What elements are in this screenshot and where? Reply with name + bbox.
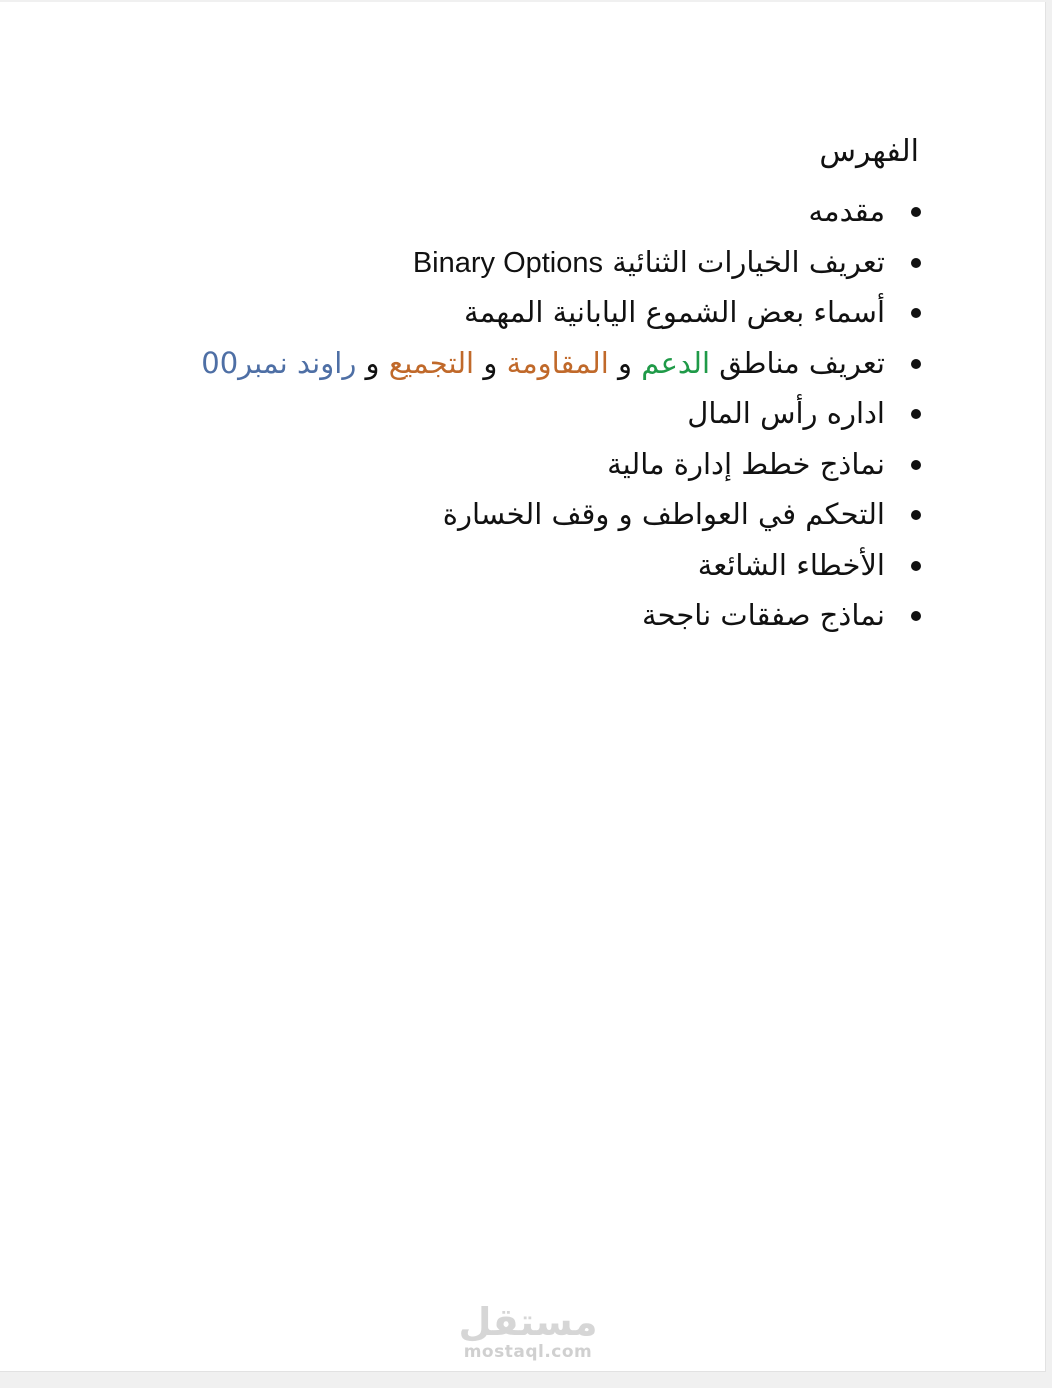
bullet-icon [911, 510, 921, 520]
toc-item-text: نماذج خطط إدارة مالية [607, 446, 885, 481]
toc-list [201, 186, 923, 641]
toc-item-resistance: المقاومة [506, 345, 609, 380]
toc-item-round-number: راوند نمبر00 [201, 345, 357, 380]
document-page [0, 2, 1046, 1372]
toc-item-prefix: تعريف مناطق [719, 345, 885, 380]
toc-item-introduction [201, 186, 923, 237]
watermark-url: mostaql.com [463, 1342, 593, 1362]
toc-item-binary-options [201, 237, 923, 288]
watermark [458, 1302, 598, 1362]
toc-item-text: تعريف الخيارات الثنائية [612, 244, 885, 279]
bullet-icon [911, 561, 921, 571]
toc-item-accumulation: التجميع [388, 345, 475, 380]
toc-item-support: الدعم [641, 345, 711, 380]
toc-item-successful-trades [201, 590, 923, 641]
toc-item-money-plans [201, 439, 923, 490]
bullet-icon [911, 207, 921, 217]
bullet-icon [911, 409, 921, 419]
toc-item-text: الأخطاء الشائعة [697, 547, 885, 582]
bullet-icon [911, 308, 921, 318]
toc-item-text: التحكم في العواطف و وقف الخسارة [442, 497, 885, 531]
toc-item-and: و [365, 345, 380, 380]
watermark-logo: مستقل [458, 1300, 598, 1344]
bullet-icon [911, 258, 921, 268]
toc-title: الفهرس [819, 134, 919, 169]
toc-item-latin-text: Binary Options [412, 246, 604, 279]
bullet-icon [911, 460, 921, 470]
toc-item-candlesticks [201, 287, 923, 338]
table-of-contents [197, 132, 919, 641]
toc-item-and: و [483, 345, 498, 380]
toc-item-text: اداره رأس المال [687, 396, 885, 430]
toc-item-zones [201, 338, 923, 389]
toc-item-text: مقدمه [808, 194, 885, 228]
toc-item-emotions-stoploss [201, 489, 923, 540]
toc-item-capital-management [201, 388, 923, 439]
toc-item-common-mistakes [201, 540, 923, 591]
toc-item-text: أسماء بعض الشموع اليابانية المهمة [464, 295, 885, 329]
bullet-icon [911, 611, 921, 621]
bullet-icon [911, 359, 921, 369]
toc-item-and: و [618, 345, 633, 380]
toc-item-text: نماذج صفقات ناجحة [642, 598, 885, 632]
